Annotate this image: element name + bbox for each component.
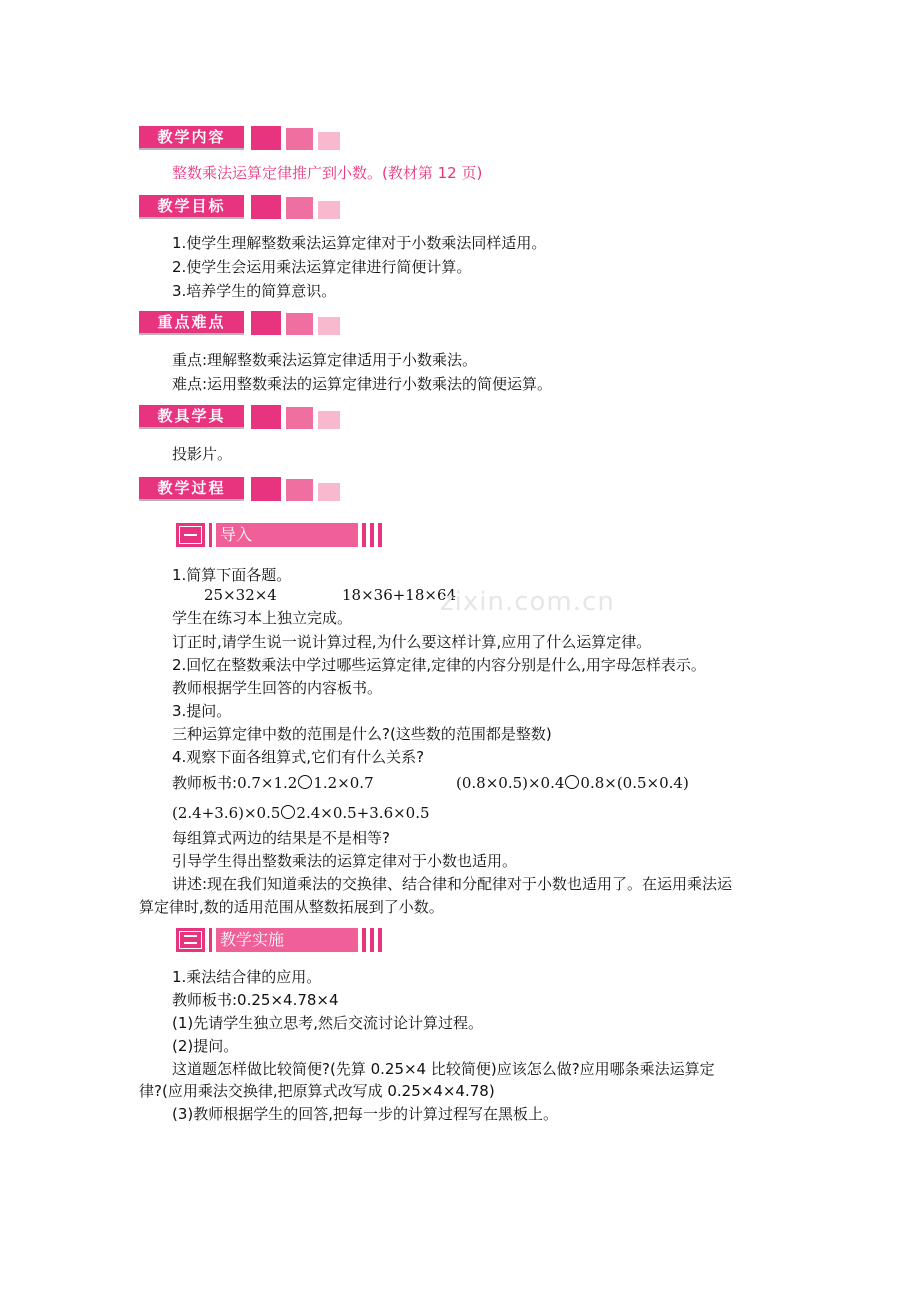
decor-square [251, 477, 281, 501]
intro-line: 1.简算下面各题。 [172, 566, 292, 584]
decor-square [286, 313, 313, 335]
expression: (0.8×0.5)×0.4 [456, 774, 565, 792]
intro-line: 2.回忆在整数乘法中学过哪些运算定律,定律的内容分别是什么,用字母怎样表示。 [172, 656, 706, 674]
expression: 18×36+18×64 [342, 586, 457, 604]
decor-stripe [362, 523, 366, 547]
section-title: 教具学具 [139, 405, 244, 427]
intro-line: 引导学生得出整数乘法的运算定律对于小数也适用。 [172, 852, 518, 870]
subsection-title: 导入 [216, 523, 358, 547]
decor-square [251, 311, 281, 335]
board-equation-row-1b [456, 773, 689, 793]
expression: 2.4×0.5+3.6×0.5 [296, 804, 430, 822]
expression: 25×32×4 [204, 586, 277, 604]
comparison-circle-icon [281, 805, 295, 819]
decor-stripe [378, 523, 382, 547]
subsection-bar-implementation [176, 928, 388, 952]
section-title: 教学目标 [139, 195, 244, 217]
section-title: 教学内容 [139, 126, 244, 148]
comparison-circle-icon [298, 775, 312, 789]
expression: 1.2×0.7 [313, 774, 374, 792]
intro-line: 教师根据学生回答的内容板书。 [172, 679, 383, 697]
decor-stripe [209, 523, 212, 547]
goal-item: 1.使学生理解整数乘法运算定律对于小数乘法同样适用。 [172, 234, 547, 252]
expression: 0.8×(0.5×0.4) [580, 774, 689, 792]
decor-stripe [209, 928, 212, 952]
intro-line: 3.提问。 [172, 702, 232, 720]
impl-line: (2)提问。 [172, 1037, 239, 1055]
keypoint-item: 重点:理解整数乘法运算定律适用于小数乘法。 [172, 351, 478, 369]
decor-stripe [378, 928, 382, 952]
watermark-text: zixin.com.cn [440, 587, 615, 617]
impl-line: 这道题怎样做比较简便?(先算 0.25×4 比较简便)应该怎么做?应用哪条乘法运算定 [172, 1060, 715, 1078]
subsection-bar-intro [176, 523, 388, 547]
expression: (2.4+3.6)×0.5 [172, 804, 281, 822]
intro-line: 学生在练习本上独立完成。 [172, 609, 353, 627]
number-two-icon [176, 928, 205, 952]
intro-line: 算定律时,数的适用范围从整数拓展到了小数。 [139, 898, 444, 916]
number-one-icon [176, 523, 205, 547]
decor-square [251, 126, 281, 150]
impl-line: 律?(应用乘法交换律,把原算式改写成 0.25×4×4.78) [139, 1082, 495, 1100]
decor-square [286, 197, 313, 219]
decor-square [318, 201, 340, 219]
intro-line: 讲述:现在我们知道乘法的交换律、结合律和分配律对于小数也适用了。在运用乘法运 [172, 875, 733, 893]
board-equation-row-1 [172, 773, 374, 793]
content-text: 整数乘法运算定律推广到小数。(教材第 12 页) [172, 164, 483, 182]
board-prefix: 教师板书: [172, 774, 238, 792]
goal-item: 3.培养学生的简算意识。 [172, 282, 337, 300]
decor-square [251, 195, 281, 219]
decor-stripe [362, 928, 366, 952]
impl-line: 教师板书:0.25×4.78×4 [172, 991, 339, 1009]
impl-line: (3)教师根据学生的回答,把每一步的计算过程写在黑板上。 [172, 1105, 559, 1123]
decor-stripe [370, 928, 374, 952]
intro-line: 4.观察下面各组算式,它们有什么关系? [172, 748, 425, 766]
board-equation-row-2 [172, 803, 430, 823]
expression: 0.7×1.2 [237, 774, 298, 792]
intro-line: 每组算式两边的结果是不是相等? [172, 829, 390, 847]
decor-square [318, 411, 340, 429]
decor-stripe [370, 523, 374, 547]
decor-square [286, 479, 313, 501]
tools-text: 投影片。 [172, 445, 233, 463]
impl-line: (1)先请学生独立思考,然后交流讨论计算过程。 [172, 1014, 484, 1032]
decor-square [318, 132, 340, 150]
keypoint-item: 难点:运用整数乘法的运算定律进行小数乘法的简便运算。 [172, 375, 553, 393]
section-title: 教学过程 [139, 477, 244, 499]
decor-square [286, 128, 313, 150]
comparison-circle-icon [565, 775, 579, 789]
goal-item: 2.使学生会运用乘法运算定律进行简便计算。 [172, 258, 472, 276]
intro-line: 订正时,请学生说一说计算过程,为什么要这样计算,应用了什么运算定律。 [172, 633, 652, 651]
subsection-title: 教学实施 [216, 928, 358, 952]
impl-line: 1.乘法结合律的应用。 [172, 968, 322, 986]
decor-square [318, 483, 340, 501]
decor-square [286, 407, 313, 429]
decor-square [251, 405, 281, 429]
intro-line: 三种运算定律中数的范围是什么?(这些数的范围都是整数) [172, 725, 552, 743]
decor-square [318, 317, 340, 335]
section-title: 重点难点 [139, 311, 244, 333]
